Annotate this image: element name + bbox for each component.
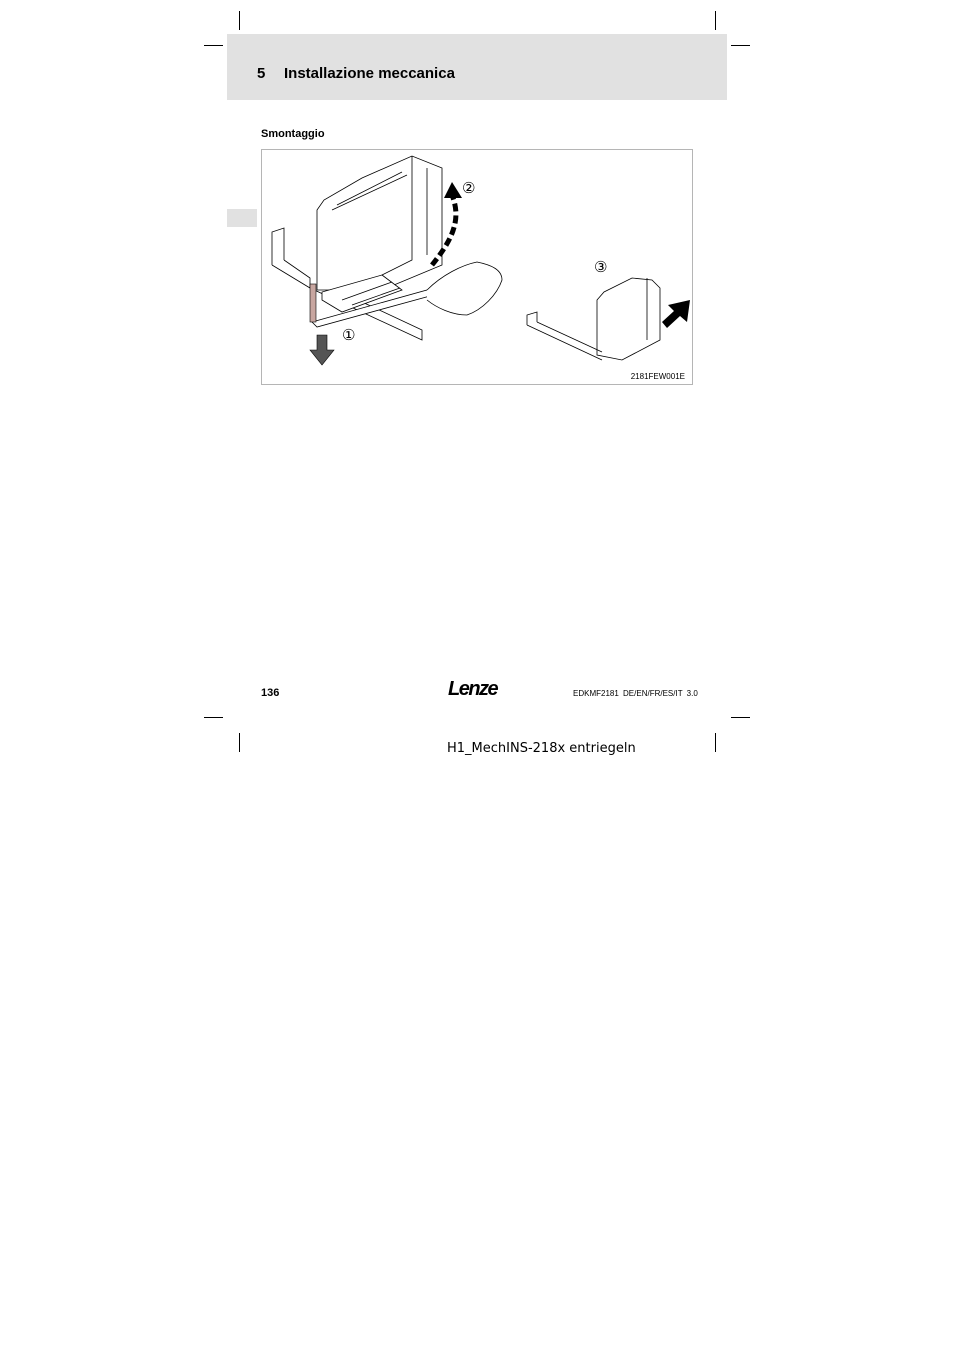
- side-tab-marker: [227, 209, 257, 227]
- arrow-diagonal: [662, 300, 690, 328]
- module-right: [597, 278, 660, 360]
- step-label-1: ①: [342, 326, 356, 344]
- crop-mark-top-right-v: [715, 11, 716, 30]
- footer-note: H1_MechINS-218x entriegeln: [447, 741, 636, 756]
- page-number: 136: [261, 687, 280, 699]
- arrow-down: [310, 335, 334, 365]
- chapter-number: 5: [257, 65, 266, 82]
- arrow-curve-head: [444, 182, 462, 198]
- chapter-title: Installazione meccanica: [284, 65, 455, 82]
- figure-code: 2181FEW001E: [630, 372, 685, 381]
- latch-highlight: [310, 284, 316, 322]
- chapter-header: [227, 34, 727, 100]
- crop-mark-bottom-left-h: [204, 717, 223, 718]
- crop-mark-bottom-left-v: [239, 733, 240, 752]
- hand: [427, 262, 502, 315]
- rail-right: [527, 312, 537, 325]
- crop-mark-top-right-h: [731, 45, 750, 46]
- brand-logo: Lenze: [448, 678, 498, 700]
- module-body: [317, 156, 442, 290]
- crop-mark-bottom-right-v: [715, 733, 716, 752]
- crop-mark-top-left-v: [239, 11, 240, 30]
- dismounting-figure: [261, 149, 693, 385]
- step-label-2: ②: [462, 179, 476, 197]
- rail-left: [272, 228, 284, 265]
- section-title: Smontaggio: [261, 128, 325, 140]
- step-label-3: ③: [594, 258, 608, 276]
- crop-mark-top-left-h: [204, 45, 223, 46]
- document-reference: EDKMF2181 DE/EN/FR/ES/IT 3.0: [573, 689, 698, 698]
- crop-mark-bottom-right-h: [731, 717, 750, 718]
- dismounting-illustration: [262, 150, 694, 386]
